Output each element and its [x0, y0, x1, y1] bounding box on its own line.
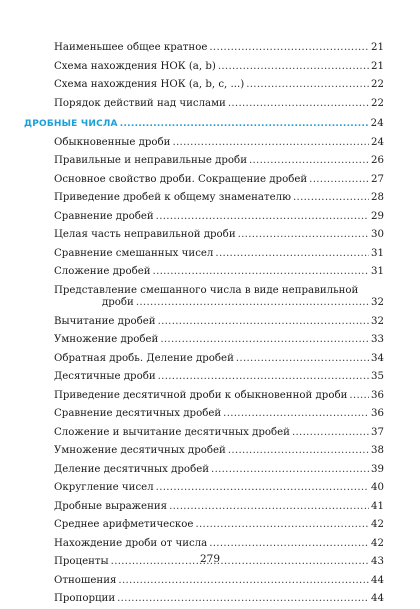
toc-entry[interactable]: [24, 263, 384, 282]
toc-entry[interactable]: [24, 405, 384, 424]
toc-entry-title: Вычитание дробей: [54, 315, 156, 327]
section-page: 24: [370, 118, 384, 129]
toc-entry[interactable]: [24, 590, 384, 609]
toc-entry-title: Порядок действий над числами: [54, 97, 226, 109]
toc-entry[interactable]: [24, 39, 384, 58]
toc-entry-page: 36: [371, 389, 384, 401]
toc-entry[interactable]: [24, 58, 384, 77]
dot-leader: [228, 98, 369, 110]
toc-entry-title: Представление смешанного числа в виде неправильной: [54, 284, 359, 296]
toc-entry-page: 38: [371, 445, 384, 456]
toc-entry-title: Обратная дробь. Деление дробей: [54, 352, 234, 364]
table-of-contents: [24, 39, 384, 609]
toc-entry-title: Обыкновенные дроби: [54, 136, 171, 148]
dot-leader: [158, 371, 369, 383]
toc-entry[interactable]: [24, 226, 384, 245]
toc-entry[interactable]: [24, 282, 384, 313]
toc-entry-title: Дробные выражения: [54, 500, 168, 512]
toc-entry-title: Отношения: [54, 574, 117, 586]
toc-entry-title: Сложение и вычитание десятичных дробей: [54, 426, 290, 438]
dot-leader: [158, 316, 369, 328]
toc-entry[interactable]: [24, 95, 384, 114]
toc-entry-page: 26: [371, 155, 384, 166]
toc-entry[interactable]: [24, 134, 384, 153]
dot-leader: [211, 464, 369, 476]
dot-leader: [349, 390, 369, 402]
toc-entry[interactable]: [24, 208, 384, 227]
dot-leader: [120, 118, 369, 130]
toc-entry-page: 44: [371, 593, 384, 604]
toc-section-heading[interactable]: [24, 115, 384, 134]
toc-entry-page: 37: [371, 426, 384, 438]
toc-entry-title: Округление чисел: [54, 482, 154, 493]
toc-entry-title: Среднее арифметическое: [54, 519, 194, 530]
toc-entry[interactable]: [24, 368, 384, 387]
toc-entry-title-continued: дроби: [102, 296, 134, 308]
toc-entry-title: Сложение дробей: [54, 266, 151, 277]
dot-leader: [228, 445, 369, 457]
toc-entry[interactable]: [24, 516, 384, 535]
dot-leader: [236, 353, 369, 365]
toc-entry-title: Нахождение дроби от числа: [54, 537, 208, 549]
toc-entry[interactable]: [24, 245, 384, 264]
dot-leader: [156, 482, 369, 494]
toc-entry[interactable]: [24, 424, 384, 443]
dot-leader: [293, 192, 369, 204]
dot-leader: [309, 174, 369, 186]
toc-entry-title: Сравнение дробей: [54, 210, 154, 222]
toc-entry-page: 35: [371, 371, 384, 382]
toc-entry-title: Схема нахождения НОК (a, b, c, ...): [54, 79, 245, 90]
toc-entry-title: Умножение десятичных дробей: [54, 445, 226, 456]
toc-entry-page: 36: [371, 408, 384, 419]
toc-entry-continuation: [54, 297, 384, 309]
toc-entry[interactable]: [24, 479, 384, 498]
dot-leader: [153, 266, 370, 278]
toc-entry-page: 41: [371, 500, 384, 512]
toc-entry[interactable]: [24, 461, 384, 480]
dot-leader: [246, 79, 369, 91]
toc-entry-title: Деление десятичных дробей: [54, 463, 210, 475]
dot-leader: [117, 593, 369, 605]
toc-entry[interactable]: [24, 498, 384, 517]
page-number: 279: [199, 553, 221, 565]
toc-entry-page: 27: [371, 173, 384, 185]
toc-entry-page: 34: [371, 352, 384, 364]
toc-entry[interactable]: [24, 189, 384, 208]
toc-entry-title: Правильные и неправильные дроби: [54, 155, 247, 166]
toc-entry-page: 31: [371, 247, 384, 259]
dot-leader: [238, 229, 369, 241]
toc-entry-page: 42: [371, 537, 384, 549]
toc-entry-page: 28: [371, 192, 384, 203]
dot-leader: [249, 155, 369, 167]
toc-entry-page: 32: [371, 315, 384, 327]
toc-entry[interactable]: [24, 535, 384, 554]
toc-entry-title: Умножение дробей: [54, 334, 159, 345]
toc-entry-title: Наименьшее общее кратное: [54, 42, 208, 53]
toc-entry[interactable]: [24, 171, 384, 190]
toc-entry-title: Пропорции: [54, 593, 116, 604]
toc-entry-page: 32: [371, 296, 384, 308]
dot-leader: [169, 501, 369, 513]
dot-leader: [136, 297, 369, 309]
section-title: ДРОБНЫЕ ЧИСЛА: [24, 119, 118, 129]
dot-leader: [215, 248, 369, 260]
toc-entry[interactable]: [24, 387, 384, 406]
toc-entry[interactable]: [24, 442, 384, 461]
dot-leader: [160, 334, 369, 346]
toc-entry-title: Приведение дробей к общему знаменателю: [54, 192, 291, 203]
dot-leader: [209, 42, 369, 54]
toc-entry-title: Проценты: [54, 556, 109, 567]
dot-leader: [195, 519, 369, 531]
toc-entry[interactable]: [24, 313, 384, 332]
dot-leader: [156, 211, 369, 223]
toc-entry-title: Сравнение десятичных дробей: [54, 408, 222, 419]
toc-entry-title: Приведение десятичной дроби к обыкновенной дроби: [54, 389, 348, 401]
toc-entry-page: 29: [371, 210, 384, 222]
dot-leader: [223, 408, 369, 420]
dot-leader: [209, 538, 369, 550]
dot-leader: [218, 61, 369, 73]
toc-entry-title: Десятичные дроби: [54, 371, 156, 382]
toc-entry[interactable]: [24, 76, 384, 95]
toc-entry-page: 22: [371, 97, 384, 109]
toc-entry-title: Целая часть неправильной дроби: [54, 229, 236, 240]
toc-entry-page: 43: [371, 556, 384, 567]
dot-leader: [172, 137, 369, 149]
dot-leader: [292, 427, 369, 439]
toc-entry[interactable]: [24, 152, 384, 171]
toc-entry[interactable]: [24, 572, 384, 591]
toc-entry-page: 31: [371, 266, 384, 277]
toc-entry-page: 30: [371, 229, 384, 240]
toc-entry-page: 40: [371, 482, 384, 493]
toc-entry[interactable]: [24, 331, 384, 350]
toc-entry-page: 24: [371, 136, 384, 148]
dot-leader: [118, 575, 369, 587]
toc-entry-title: Схема нахождения НОК (a, b): [54, 60, 216, 72]
toc-entry-page: 21: [371, 42, 384, 53]
toc-entry-page: 39: [371, 463, 384, 475]
toc-entry-title: Основное свойство дроби. Сокращение дробей: [54, 173, 308, 185]
toc-entry-page: 42: [371, 519, 384, 530]
toc-entry-page: 21: [371, 60, 384, 72]
toc-entry-page: 44: [371, 574, 384, 586]
toc-entry[interactable]: [24, 350, 384, 369]
toc-entry-page: 22: [371, 79, 384, 90]
toc-entry-page: 33: [371, 334, 384, 345]
toc-entry-title: Сравнение смешанных чисел: [54, 247, 214, 259]
